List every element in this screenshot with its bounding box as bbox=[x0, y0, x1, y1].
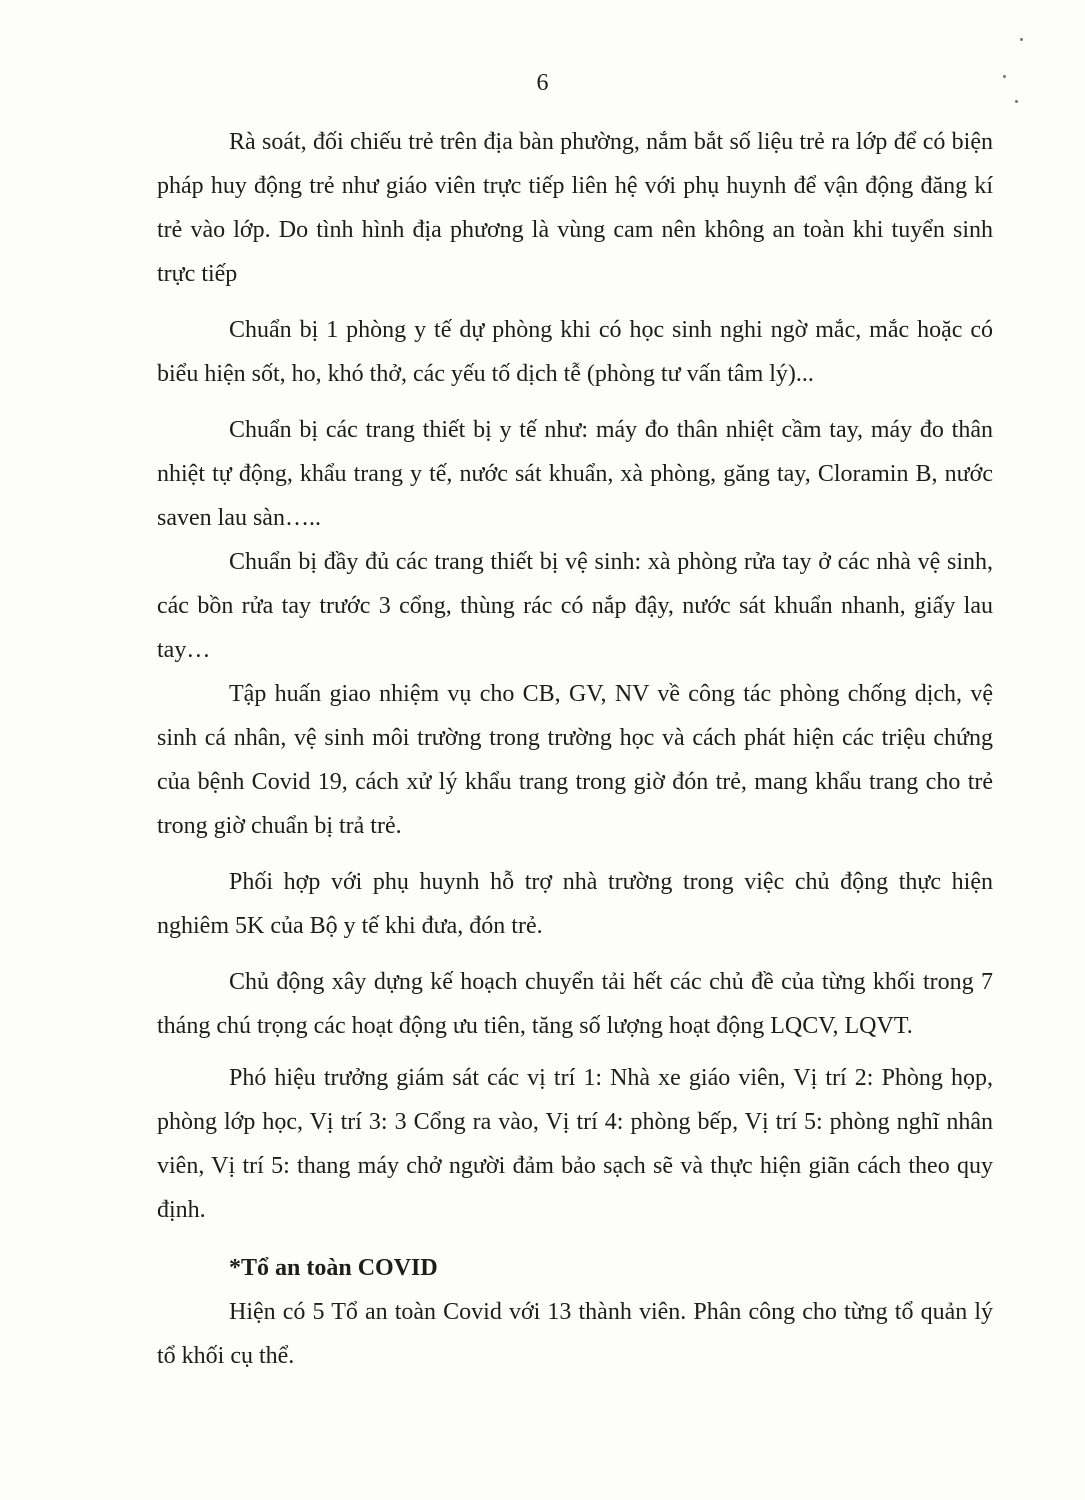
paragraph-covid-team: Hiện có 5 Tổ an toàn Covid với 13 thành viên. Phân công cho từng tổ quản lý tổ khối cụ thể. bbox=[157, 1299, 993, 1369]
scan-speck bbox=[1020, 38, 1023, 41]
page-number: 6 bbox=[536, 70, 549, 96]
scan-speck bbox=[1015, 100, 1018, 103]
paragraph-student-enrollment: Rà soát, đối chiếu trẻ trên địa bàn phường, nắm bắt số liệu trẻ ra lớp để có biện pháp huy động trẻ như giáo viên trực tiếp liên hệ với phụ huynh để vận động đăng kí trẻ vào lớp. Do tình hình địa phương là vùng cam nên không an toàn khi tuyển sinh trực tiếp bbox=[157, 129, 993, 287]
scan-speck bbox=[1003, 75, 1006, 78]
paragraph-medical-equipment: Chuẩn bị các trang thiết bị y tế như: máy đo thân nhiệt cầm tay, máy đo thân nhiệt tự động, khẩu trang y tế, nước sát khuẩn, xà phòng, găng tay, Cloramin B, nước saven lau sàn….. bbox=[157, 417, 993, 531]
paragraph-hygiene-equipment: Chuẩn bị đầy đủ các trang thiết bị vệ sinh: xà phòng rửa tay ở các nhà vệ sinh, các bồn rửa tay trước 3 cổng, thùng rác có nắp đậy, nước sát khuẩn nhanh, giấy lau tay… bbox=[157, 549, 993, 663]
paragraph-curriculum-plan: Chủ động xây dựng kế hoạch chuyển tải hết các chủ đề của từng khối trong 7 tháng chú trọng các hoạt động ưu tiên, tăng số lượng hoạt động LQCV, LQVT. bbox=[157, 969, 993, 1039]
paragraph-staff-training: Tập huấn giao nhiệm vụ cho CB, GV, NV về công tác phòng chống dịch, vệ sinh cá nhân, vệ sinh môi trường trong trường học và cách phát hiện các triệu chứng của bệnh Covid 19, cách xử lý khẩu trang trong giờ đón trẻ, mang khẩu trang cho trẻ trong giờ chuẩn bị trả trẻ. bbox=[157, 681, 993, 839]
section-heading-covid-team: *Tổ an toàn COVID bbox=[229, 1255, 438, 1281]
paragraph-medical-room: Chuẩn bị 1 phòng y tế dự phòng khi có học sinh nghi ngờ mắc, mắc hoặc có biểu hiện sốt, ho, khó thở, các yếu tố dịch tễ (phòng tư vấn tâm lý)... bbox=[157, 317, 993, 387]
document-body bbox=[157, 120, 993, 1378]
paragraph-parent-cooperation: Phối hợp với phụ huynh hỗ trợ nhà trường trong việc chủ động thực hiện nghiêm 5K của Bộ y tế khi đưa, đón trẻ. bbox=[157, 869, 993, 939]
paragraph-supervision: Phó hiệu trưởng giám sát các vị trí 1: Nhà xe giáo viên, Vị trí 2: Phòng họp, phòng lớp học, Vị trí 3: 3 Cổng ra vào, Vị trí 4: phòng bếp, Vị trí 5: phòng nghĩ nhân viên, Vị trí 5: thang máy chở người đảm bảo sạch sẽ và thực hiện giãn cách theo quy định. bbox=[157, 1065, 993, 1223]
